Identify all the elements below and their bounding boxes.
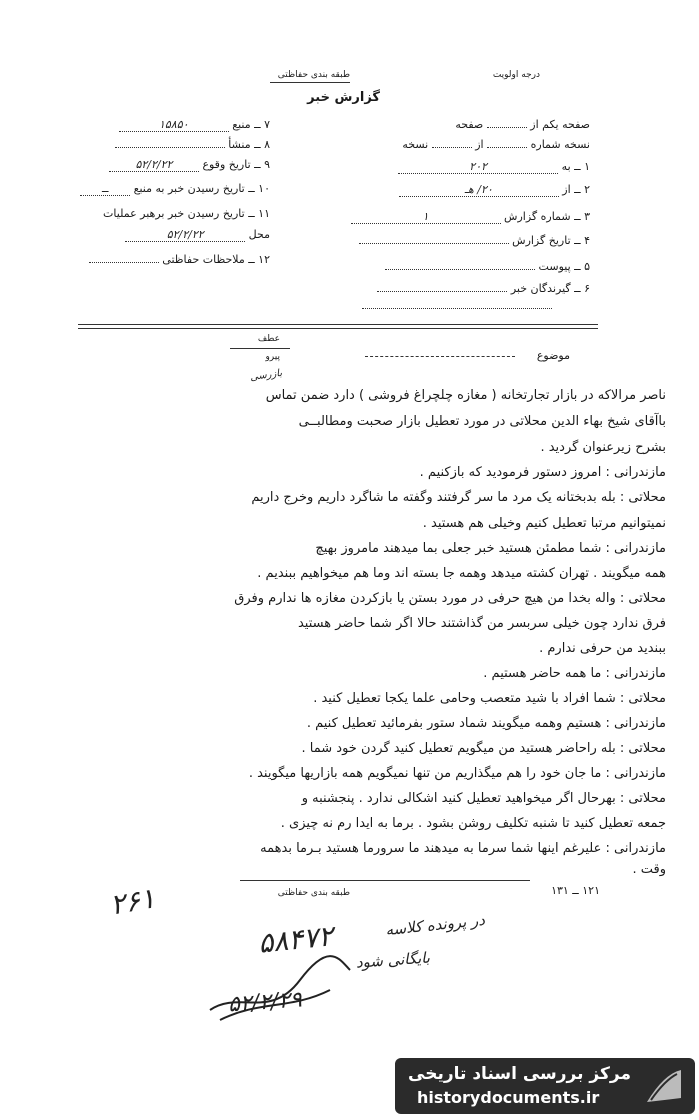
header-classification: طبقه بندی حفاظتی — [277, 70, 350, 80]
body-line: همه میگویند . تهران کشته میدهد وهمه جا بسته اند وما هم میخواهیم ببندیم . — [257, 566, 666, 581]
watermark-line1: مرکز بررسی اسناد تاریخی — [408, 1064, 631, 1084]
body-line: جمعه تعطیل کنید تا شنبه تکلیف روشن بشود . برما به ایدا رم نه چیزی . — [280, 816, 666, 831]
subject-line — [365, 356, 515, 357]
field-security-notes: ۱۲ ــ ملاحظات حفاظتی — [80, 253, 270, 266]
watermark-line2: historydocuments.ir — [417, 1088, 600, 1107]
watermark-logo — [395, 1058, 695, 1114]
body-line: مازندرانی : ما همه حاضر هستیم . — [483, 666, 666, 681]
body-line: محلاتی : بهرحال اگر میخواهید تعطیل کنید اشکالی ندارد . پنجشنبه و — [301, 791, 666, 806]
field-origin: ۸ ــ منشأ — [80, 138, 270, 151]
body-line: بشرح زیرعنوان گردید . — [540, 440, 666, 455]
body-line: باآقای شیخ بهاء الدین محلاتی در مورد تعطیل بازار صحبت ومطالبــی — [298, 414, 666, 429]
handwritten-date: ۵۲/۲/۲۹ — [227, 987, 303, 1018]
header-separator — [78, 324, 598, 325]
field-report-date: ۴ ــ تاریخ گزارش — [330, 234, 590, 247]
margin-mark: ۲۶۱ — [107, 881, 158, 922]
field-to: ۱ ــ به ۲۰۲ — [360, 160, 590, 174]
field-location: محل ۵۲/۲/۲۲ — [80, 228, 270, 242]
atf-label: عطف — [257, 334, 280, 344]
field-attachment: ۵ ــ پیوست — [360, 260, 590, 273]
page-title: گزارش خبر — [307, 90, 380, 105]
subject-label: موضوع — [536, 349, 570, 362]
footer-separator — [240, 880, 530, 881]
body-line: نمیتوانیم مرتبا تعطیل کنیم وخیلی هم هستید . — [422, 516, 666, 531]
handwritten-number: ۵۸۴۷۲ — [256, 919, 335, 960]
body-line: محلاتی : واله بخدا من هیچ حرفی در مورد بستن یا بازکردن مغازه ها ندارم وفرق — [234, 591, 666, 606]
body-line: محلاتی : بله راحاضر هستید من میگویم تعطیل کنید گردن خود شما . — [301, 741, 666, 756]
body-line: وقت . — [632, 862, 666, 877]
field-received-leader-date: ۱۱ ــ تاریخ رسیدن خبر برهبر عملیات — [103, 207, 270, 220]
signature — [200, 940, 360, 1030]
handwritten-annotation: بازرسی — [249, 367, 283, 384]
header-separator-2 — [78, 328, 598, 329]
header-priority: درجه اولویت — [492, 70, 540, 80]
field-source: ۷ ــ منبع ۱۵۸۵۰ — [80, 118, 270, 132]
body-line: مازندرانی : ما جان خود را هم میگذاریم من تنها نمیگویم همه بازاریها میگویند . — [248, 766, 666, 781]
body-line: ببندید من حرفی ندارم . — [539, 641, 666, 656]
body-line: محلاتی : بله بدبختانه یک مرد ما سر گرفتند وگفته ما شاگرد داریم وخرج داریم — [251, 490, 666, 505]
handwritten-note: در پرونده کلاسه — [384, 910, 486, 940]
field-recipients: ۶ ــ گیرندگان خبر — [360, 282, 590, 295]
field-page: صفحه یکم از صفحه — [455, 118, 590, 131]
body-line: محلاتی : شما افراد با شید متعصب وحامی علما یکجا تعطیل کنید . — [313, 691, 666, 706]
field-received-source-date: ۱۰ ــ تاریخ رسیدن خبر به منبع ــ — [80, 182, 270, 196]
body-line: مازندرانی : شما مطمئن هستید خبر جعلی بما میدهند مامروز بهیچ — [315, 541, 666, 556]
peyro-label: پیرو — [265, 352, 280, 362]
recipients-line — [362, 308, 552, 309]
body-line: مازندرانی : هستیم وهمه میگویند شماد ستور بفرمائید تعطیل کنیم . — [306, 716, 666, 731]
field-from: ۲ ــ از ۲۰/ هـ — [360, 183, 590, 197]
footer-classification: طبقه بندی حفاظتی — [277, 888, 350, 898]
body-line: مازندرانی : امروز دستور فرمودید که بازکنیم . — [419, 465, 666, 480]
handwritten-note-2: بایگانی شود — [355, 948, 431, 972]
field-report-number: ۳ ــ شماره گزارش ۱ — [330, 210, 590, 224]
header-rule — [270, 82, 350, 83]
book-icon — [641, 1064, 687, 1108]
footer-code: ۱۲۱ ــ ۱۳۱ — [551, 884, 600, 897]
field-copy-number: نسخه شماره از نسخه — [402, 138, 590, 151]
body-line: فرق ندارد چون خیلی سربسر من گذاشتند حالا اگر شما حاضر هستید — [297, 616, 666, 631]
atf-rule — [230, 348, 290, 349]
body-line: ناصر مرالاکه در بازار تجارتخانه ( مغازه چلچراغ فروشی ) دارد ضمن تماس — [265, 388, 666, 403]
body-line: مازندرانی : علیرغم اینها شما سرما به میدهند ما سرورما هستید بـرما بدهمه — [260, 841, 666, 856]
field-occurrence-date: ۹ ــ تاریخ وقوع ۵۲/۲/۲۲ — [80, 158, 270, 172]
